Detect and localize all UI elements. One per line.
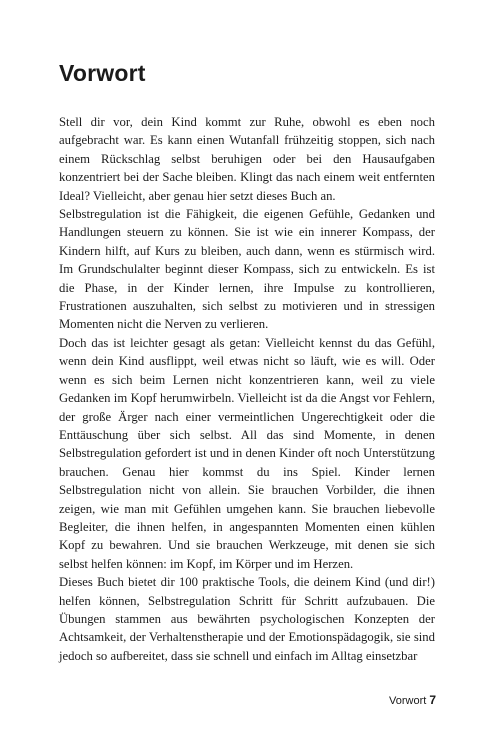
paragraph: Selbstregulation ist die Fähigkeit, die eigenen Gefühle, Gedanken und Handlungen steuern zu können. Sie ist wie ein innerer Kompass, der Kindern hilft, auf Kurs zu bleiben, auch dann, wenn es stürmisch wird. Im Grundschulalter beginnt dieser Kompass, sich zu entwickeln. Es ist die Phase, in der Kinder lernen, ihre Impulse zu kontrollieren, Frustrationen auszuhalten, sich selbst zu motivieren und in stressigen Momenten nicht die Nerven zu verlieren.	[59, 207, 435, 332]
paragraph: Doch das ist leichter gesagt als getan: Vielleicht kennst du das Gefühl, wenn dein Kind ausflippt, weil etwas nicht so läuft, wie es will. Oder wenn es sich beim Lernen nicht konzentrieren kann, weil zu viele Gedanken im Kopf herumwirbeln. Vielleicht ist da die Angst vor Fehlern, der große Ärger nach einer vermeintlichen Ungerechtigkeit oder die Enttäuschung über sich selbst. All das sind Momente, in denen Selbstregulation gefordert ist und in denen Kinder oft noch Unterstützung brauchen. Genau hier kommst du ins Spiel. Kinder lernen Selbstregulation nicht von allein. Sie brauchen Vorbilder, die ihnen zeigen, wie man mit Gefühlen umgehen kann. Sie brauchen liebevolle Begleiter, die ihnen helfen, in angespannten Momenten einen kühlen Kopf zu bewahren. Und sie brauchen Werkzeuge, mit denen sie sich selbst helfen können: im Kopf, im Körper und im Herzen.	[59, 335, 435, 571]
paragraph: Dieses Buch bietet dir 100 praktische Tools, die deinem Kind (und dir!) helfen können, Selbstregulation Schritt für Schritt aufzubauen. Die Übungen stammen aus bewährten psychologischen Konzepten der Achtsamkeit, der Verhaltenstherapie und der Emotionspädagogik, sie sind jedoch so aufbereitet, dass sie schnell und einfach im Alltag einsetzbar	[59, 575, 435, 663]
page-footer	[389, 693, 436, 707]
paragraph: Stell dir vor, dein Kind kommt zur Ruhe, obwohl es eben noch aufgebracht war. Es kann einen Wutanfall frühzeitig stoppen, sich nach einem Rückschlag selbst beruhigen oder bei den Hausaufgaben konzentriert bei der Sache bleiben. Klingt das nach einem weit entfernten Ideal? Vielleicht, aber genau hier setzt dieses Buch an.	[59, 115, 435, 203]
chapter-title: Vorwort	[59, 60, 146, 86]
running-title: Vorwort	[389, 695, 427, 707]
body-text	[59, 113, 435, 665]
page-number: 7	[429, 693, 436, 707]
